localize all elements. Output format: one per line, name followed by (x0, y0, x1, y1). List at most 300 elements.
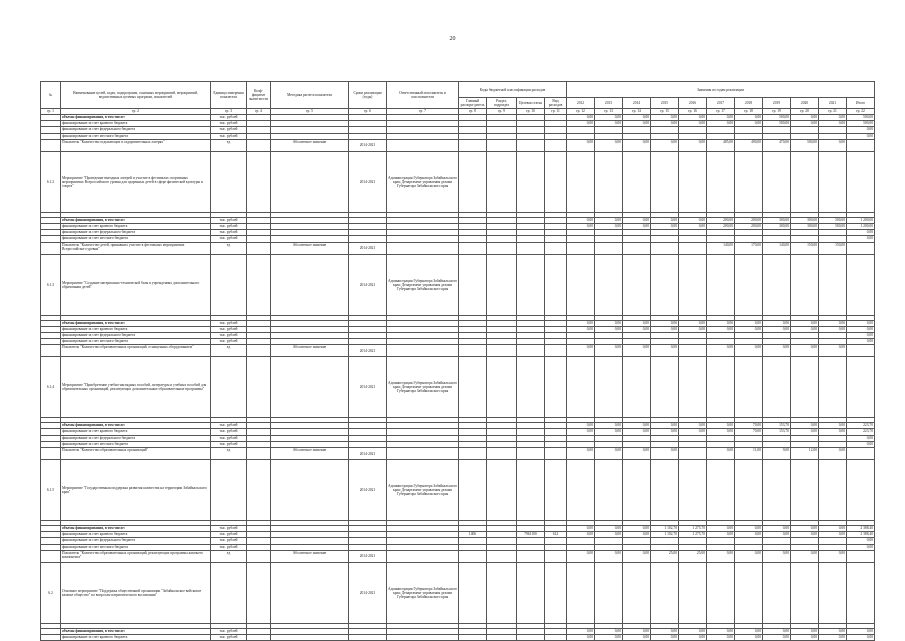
financing-label: объемы финансирования, в том числе: (61, 526, 211, 532)
code-cell (517, 550, 545, 562)
unit-cell: тыс. рублей (211, 230, 247, 236)
value-cell: 0,00 (707, 121, 735, 127)
empty-cell (763, 460, 791, 521)
year-header: 2016 (679, 98, 707, 109)
column-number-cell: гр. 20 (791, 109, 819, 115)
value-cell: 0,00 (679, 320, 707, 326)
value-cell: 0,00 (595, 139, 623, 151)
value-cell: 0,00 (763, 526, 791, 532)
value-cell: 0,00 (819, 448, 847, 460)
value-cell (623, 242, 651, 254)
empty-cell (651, 562, 679, 623)
empty-cell (847, 254, 875, 315)
value-cell (679, 242, 707, 254)
column-number-cell: гр. 1 (41, 109, 61, 115)
value-cell: 1 200,00 (847, 217, 875, 223)
unit-cell: тыс. рублей (211, 339, 247, 345)
coef-cell (247, 460, 271, 521)
empty-cell (623, 254, 651, 315)
value-cell: 0,00 (595, 628, 623, 634)
column-number-cell: гр. 7 (387, 109, 459, 115)
value-cell: 0,00 (623, 634, 651, 640)
measure-label: Мероприятие "Приобретение учебно-наглядных пособий, литературы и учебных пособий для образовательных организаций, реализующих дополнительные образовательные программы" (61, 357, 211, 418)
value-cell (595, 242, 623, 254)
column-number-cell: гр. 8 (459, 109, 487, 115)
method-cell: Абсолютное значение (271, 242, 349, 254)
value-cell: 0,00 (595, 448, 623, 460)
year-header: 2021 (819, 98, 847, 109)
value-cell: 200,00 (735, 217, 763, 223)
value-cell: 0,00 (847, 332, 875, 338)
executor-cell: Администрация Губернатора Забайкальского края; Департамент управления делами Губернатора Забайкальского края (387, 357, 459, 418)
value-cell: 0,00 (651, 121, 679, 127)
empty-cell (735, 562, 763, 623)
empty-cell (707, 460, 735, 521)
code-cell (459, 550, 487, 562)
value-cell: 485,00 (707, 139, 735, 151)
term-cell: 2014-2021 (349, 254, 387, 315)
unit-cell: тыс. рублей (211, 538, 247, 544)
code-sub-header: Целевая статья (517, 98, 545, 109)
measure-label: Основное мероприятие "Поддержка общественной организации "Забайкальское войсковое казачье общество" по вопросам патриотического воспитания" (61, 562, 211, 623)
code-cell: 1406 (459, 532, 487, 538)
unit-cell: тыс. рублей (211, 526, 247, 532)
indicator-row (41, 550, 875, 562)
year-header: 2017 (707, 98, 735, 109)
unit-cell: тыс. рублей (211, 320, 247, 326)
empty-cell (763, 151, 791, 212)
value-cell: 140,00 (707, 242, 735, 254)
value-cell: 1 102,70 (651, 526, 679, 532)
value-cell: 300,00 (791, 223, 819, 229)
column-number-cell: гр. 22 (847, 109, 875, 115)
value-cell: 0,00 (651, 429, 679, 435)
empty-cell (651, 357, 679, 418)
value-cell: 0,00 (679, 326, 707, 332)
column-number-cell: гр. 14 (623, 109, 651, 115)
empty-cell (517, 562, 545, 623)
value-cell: 153,70 (763, 423, 791, 429)
empty-cell (763, 357, 791, 418)
financing-label: финансирование за счет федерального бюджета (61, 435, 211, 441)
unit-cell (211, 151, 247, 212)
empty-cell (651, 254, 679, 315)
value-cell: 0,00 (735, 526, 763, 532)
code-cell (459, 448, 487, 460)
value-cell: 500,00 (763, 121, 791, 127)
empty-cell (567, 562, 595, 623)
code-cell (487, 448, 517, 460)
empty-cell (791, 357, 819, 418)
unit-cell: тыс. рублей (211, 223, 247, 229)
empty-cell (567, 254, 595, 315)
value-cell (847, 242, 875, 254)
coef-cell (247, 242, 271, 254)
unit-cell: тыс. рублей (211, 423, 247, 429)
value-cell: 2 388,40 (847, 526, 875, 532)
empty-cell (487, 460, 517, 521)
empty-cell (791, 562, 819, 623)
empty-cell (459, 357, 487, 418)
measure-number: 6.1.4 (41, 357, 61, 418)
indicator-label: Показатель "Количество детей, принявших участие в фестивалях мероприятиях Всероссийского уровня" (61, 242, 211, 254)
value-cell: 0,00 (847, 544, 875, 550)
value-cell: 0,00 (651, 326, 679, 332)
coef-cell (247, 139, 271, 151)
method-cell (271, 460, 349, 521)
value-cell: 0,00 (595, 526, 623, 532)
value-cell: 0,00 (847, 435, 875, 441)
method-cell (271, 357, 349, 418)
value-cell: 0,00 (819, 320, 847, 326)
measure-row (41, 151, 875, 212)
row-num-cell (41, 448, 61, 460)
page-number: 20 (449, 36, 456, 42)
value-cell: 0,00 (595, 532, 623, 538)
value-cell: 0,00 (791, 429, 819, 435)
empty-cell (487, 357, 517, 418)
value-cell: 0,00 (623, 526, 651, 532)
unit-cell: тыс. рублей (211, 217, 247, 223)
value-cell: 0,00 (847, 326, 875, 332)
empty-cell (735, 254, 763, 315)
empty-cell (623, 151, 651, 212)
value-cell: 0,00 (707, 115, 735, 121)
empty-cell (707, 151, 735, 212)
value-cell: 0,00 (567, 115, 595, 121)
code-cell (487, 242, 517, 254)
year-header: 2020 (791, 98, 819, 109)
col-code-header: Коды бюджетной классификации расходов (459, 82, 567, 98)
method-cell (271, 151, 349, 212)
empty-cell (623, 357, 651, 418)
column-number-cell: гр. 16 (679, 109, 707, 115)
value-cell: 0,00 (847, 441, 875, 447)
empty-cell (567, 357, 595, 418)
value-cell: 0,00 (651, 628, 679, 634)
empty-cell (567, 460, 595, 521)
financing-label: финансирование за счет местного бюджета (61, 339, 211, 345)
column-number-cell: гр. 21 (819, 109, 847, 115)
unit-cell: тыс. рублей (211, 441, 247, 447)
empty-cell (517, 254, 545, 315)
value-cell: 0,00 (847, 236, 875, 242)
value-cell: 12,00 (791, 448, 819, 460)
empty-cell (791, 460, 819, 521)
value-cell: 0,00 (567, 223, 595, 229)
value-cell: 0,00 (595, 320, 623, 326)
empty-cell (791, 151, 819, 212)
coef-cell (247, 357, 271, 418)
value-cell: 200,00 (735, 223, 763, 229)
empty-cell (651, 460, 679, 521)
value-cell: 0,00 (791, 423, 819, 429)
term-cell: 2014-2021 (349, 151, 387, 212)
empty-cell (545, 357, 567, 418)
value-cell: 200,00 (707, 223, 735, 229)
value-cell: 0,00 (819, 139, 847, 151)
unit-cell (211, 460, 247, 521)
value-cell: 0,00 (567, 320, 595, 326)
empty-cell (545, 151, 567, 212)
method-cell (271, 562, 349, 623)
value-cell: 0,00 (567, 326, 595, 332)
value-cell: 0,00 (623, 423, 651, 429)
code-cell (517, 345, 545, 357)
measure-number: 6.1.2 (41, 151, 61, 212)
executor-cell: Администрация Губернатора Забайкальского края; Департамент управления делами Губернатора Забайкальского края (387, 460, 459, 521)
measure-row (41, 460, 875, 521)
value-cell: 0,00 (819, 429, 847, 435)
term-cell: 2014-2021 (349, 242, 387, 254)
code-cell (487, 550, 517, 562)
value-cell: 0,00 (707, 448, 735, 460)
measure-label: Мероприятие "Создание материально-технической базы в учреждениях дополнительного образования детей" (61, 254, 211, 315)
value-cell: 0,00 (567, 550, 595, 562)
value-cell: 0,00 (707, 628, 735, 634)
value-cell: 300,00 (763, 223, 791, 229)
value-cell: 0,00 (595, 223, 623, 229)
value-cell: 0,00 (623, 448, 651, 460)
financing-label: финансирование за счет краевого бюджета (61, 326, 211, 332)
value-cell: 200,00 (707, 217, 735, 223)
value-cell: 140,00 (763, 242, 791, 254)
financing-label: финансирование за счет краевого бюджета (61, 429, 211, 435)
col-exec-header: Ответственный исполнитель и соисполнители (387, 82, 459, 109)
value-cell: 0,00 (847, 339, 875, 345)
value-cell: 0,00 (623, 139, 651, 151)
value-cell: 0,00 (567, 139, 595, 151)
value-cell: 0,00 (623, 532, 651, 538)
coef-cell (247, 345, 271, 357)
coef-cell (247, 448, 271, 460)
code-cell: 612 (545, 532, 567, 538)
value-cell: 0,00 (763, 532, 791, 538)
value-cell: 500,00 (847, 115, 875, 121)
empty-cell (517, 357, 545, 418)
unit-cell: тыс. рублей (211, 634, 247, 640)
value-cell: 0,00 (735, 121, 763, 127)
indicator-row (41, 242, 875, 254)
value-cell: 153,70 (763, 429, 791, 435)
value-cell: 1 102,70 (651, 532, 679, 538)
financing-label: финансирование за счет краевого бюджета (61, 634, 211, 640)
financing-label: финансирование за счет местного бюджета (61, 544, 211, 550)
value-cell: 0,00 (707, 532, 735, 538)
exec-cell (387, 550, 459, 562)
value-cell: 500,00 (819, 223, 847, 229)
unit-cell: тыс. рублей (211, 532, 247, 538)
empty-cell (595, 460, 623, 521)
code-cell (459, 139, 487, 151)
empty-cell (847, 151, 875, 212)
value-cell: 1 275,70 (679, 526, 707, 532)
financing-label: объемы финансирования, в том числе: (61, 320, 211, 326)
code-cell (545, 242, 567, 254)
exec-cell (387, 242, 459, 254)
indicator-label: Показатель "Количество образовательных организаций, реализующих программы казачьего компонента" (61, 550, 211, 562)
unit-cell: тыс. рублей (211, 435, 247, 441)
financing-label: финансирование за счет краевого бюджета (61, 223, 211, 229)
empty-cell (595, 254, 623, 315)
indicator-label: Показатель "Количество отдыхающих в оздоровительных лагерях" (61, 139, 211, 151)
empty-cell (459, 460, 487, 521)
year-header: 2019 (763, 98, 791, 109)
value-cell: 0,00 (623, 115, 651, 121)
value-cell: 1 200,00 (847, 223, 875, 229)
code-cell (545, 345, 567, 357)
value-cell (847, 448, 875, 460)
value-cell: 9,00 (763, 448, 791, 460)
value-cell: 0,00 (707, 423, 735, 429)
empty-cell (487, 562, 517, 623)
executor-cell: Администрация Губернатора Забайкальского края; Департамент управления делами Губернатора Забайкальского края (387, 151, 459, 212)
value-cell: 1 275,70 (679, 532, 707, 538)
coef-cell (247, 254, 271, 315)
value-cell: 0,00 (763, 634, 791, 640)
column-number-cell: гр. 3 (211, 109, 247, 115)
value-cell: 0,00 (623, 628, 651, 634)
unit-cell: тыс. рублей (211, 133, 247, 139)
unit-cell: ед (211, 448, 247, 460)
empty-cell (459, 151, 487, 212)
value-cell: 0,00 (567, 217, 595, 223)
value-cell: 0,00 (791, 526, 819, 532)
column-number-cell: гр. 9 (487, 109, 517, 115)
value-cell: 0,00 (623, 121, 651, 127)
code-cell (545, 550, 567, 562)
row-num-cell (41, 345, 61, 357)
empty-cell (763, 254, 791, 315)
empty-cell (623, 460, 651, 521)
unit-cell (211, 562, 247, 623)
code-sub-header: Вид расходов (545, 98, 567, 109)
value-cell: 0,00 (651, 320, 679, 326)
row-num-cell (41, 139, 61, 151)
value-cell: 150,00 (791, 242, 819, 254)
value-cell: 0,00 (651, 423, 679, 429)
financing-label: финансирование за счет федерального бюджета (61, 332, 211, 338)
code-cell (517, 242, 545, 254)
unit-cell: тыс. рублей (211, 236, 247, 242)
exec-cell (387, 139, 459, 151)
financing-label: финансирование за счет краевого бюджета (61, 121, 211, 127)
empty-cell (595, 357, 623, 418)
code-cell (459, 345, 487, 357)
financing-label: финансирование за счет краевого бюджета (61, 532, 211, 538)
value-cell: 25,00 (679, 550, 707, 562)
value-cell (679, 345, 707, 357)
coef-cell (247, 562, 271, 623)
empty-cell (487, 254, 517, 315)
year-header: 2015 (651, 98, 679, 109)
column-number-cell: гр. 17 (707, 109, 735, 115)
value-cell: 0,00 (651, 634, 679, 640)
method-cell: Абсолютное значение (271, 550, 349, 562)
empty-cell (763, 562, 791, 623)
measure-row (41, 562, 875, 623)
year-header: 2012 (567, 98, 595, 109)
empty-cell (595, 562, 623, 623)
unit-cell: ед (211, 242, 247, 254)
value-cell: 0,00 (595, 121, 623, 127)
program-table (40, 81, 875, 641)
value-cell: 0,00 (847, 538, 875, 544)
value-cell: 170,00 (735, 242, 763, 254)
value-cell: 0,00 (707, 550, 735, 562)
value-cell: 0,00 (707, 326, 735, 332)
value-cell: 0,00 (679, 223, 707, 229)
unit-cell (211, 357, 247, 418)
empty-cell (595, 151, 623, 212)
financing-label: объемы финансирования, в том числе: (61, 628, 211, 634)
empty-cell (791, 254, 819, 315)
term-cell: 2014-2021 (349, 139, 387, 151)
term-cell: 2014-2021 (349, 460, 387, 521)
value-cell: 0,00 (567, 429, 595, 435)
value-cell: 0,00 (679, 139, 707, 151)
executor-cell: Администрация Губернатора Забайкальского края; Департамент управления делами Губернатора Забайкальского края (387, 562, 459, 623)
value-cell: 0,00 (735, 634, 763, 640)
value-cell: 0,00 (735, 320, 763, 326)
term-cell: 2014-2021 (349, 448, 387, 460)
value-cell: 0,00 (819, 423, 847, 429)
value-cell: 0,00 (735, 532, 763, 538)
column-number-cell: гр. 19 (763, 109, 791, 115)
value-cell: 0,00 (819, 326, 847, 332)
value-cell: 0,00 (735, 550, 763, 562)
term-cell: 2014-2021 (349, 562, 387, 623)
column-number-cell: гр. 6 (349, 109, 387, 115)
value-cell: 0,00 (819, 634, 847, 640)
value-cell: 0,00 (707, 429, 735, 435)
value-cell: 0,00 (623, 345, 651, 357)
value-cell: 0,00 (763, 550, 791, 562)
row-num-cell (41, 242, 61, 254)
financing-label: объемы финансирования, в том числе: (61, 423, 211, 429)
value-cell: 0,00 (567, 448, 595, 460)
value-cell: 11,00 (735, 448, 763, 460)
value-cell (567, 242, 595, 254)
value-cell: 0,00 (595, 345, 623, 357)
value-cell: 0,00 (567, 532, 595, 538)
value-cell: 0,00 (791, 634, 819, 640)
method-cell: Абсолютное значение (271, 139, 349, 151)
col-term-header: Сроки реализации (годы) (349, 82, 387, 109)
measure-number: 6.2 (41, 562, 61, 623)
col-method-header: Методика расчета показателя (271, 82, 349, 109)
column-number-cell: гр. 12 (567, 109, 595, 115)
value-cell: 0,00 (595, 326, 623, 332)
value-cell: 500,00 (791, 139, 819, 151)
value-cell: 0,00 (707, 320, 735, 326)
exec-cell (387, 448, 459, 460)
value-cell: 0,00 (819, 532, 847, 538)
empty-cell (679, 562, 707, 623)
value-cell: 223,70 (847, 423, 875, 429)
column-number-cell: гр. 5 (271, 109, 349, 115)
value-cell: 0,00 (763, 326, 791, 332)
row-num-cell (41, 550, 61, 562)
value-cell: 223,70 (847, 429, 875, 435)
method-cell: Абсолютное значение (271, 345, 349, 357)
empty-cell (847, 357, 875, 418)
financing-label: финансирование за счет местного бюджета (61, 441, 211, 447)
value-cell: 0,00 (819, 345, 847, 357)
measure-label: Мероприятие "Государственная поддержка развития казачества на территории Забайкальского края" (61, 460, 211, 521)
value-cell: 70,00 (735, 423, 763, 429)
value-cell: 0,00 (735, 345, 763, 357)
